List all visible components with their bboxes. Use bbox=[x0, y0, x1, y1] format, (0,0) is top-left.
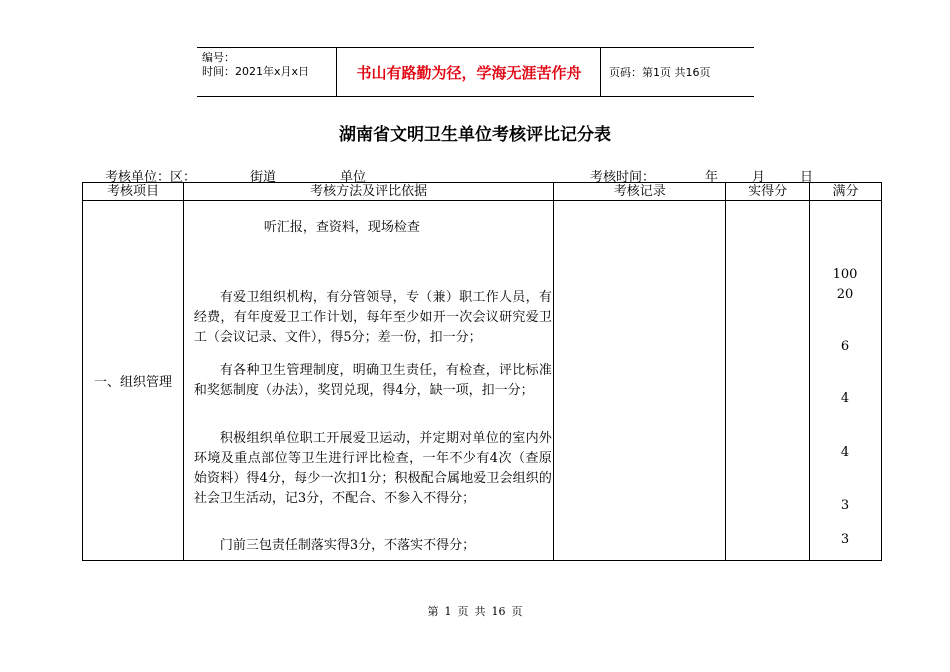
method-item-4: 门前三包责任制落实得3分，不落实不得分； bbox=[219, 538, 476, 553]
method-item-3: 积极组织单位职工开展爱卫运动，并定期对单位的室内外环境及重点部位等卫生进行评比检查，一年不少有4次（查原始资料）得4分，每少一次扣1分；积极配合属地爱卫会组织的社会卫生活动，记3分，不配合、不参入不得分； bbox=[193, 431, 552, 506]
time-label: 时间：2021年x月x日 bbox=[202, 65, 310, 78]
info-month: 月 bbox=[752, 170, 766, 185]
footer-page-number: 1 bbox=[444, 605, 452, 618]
table-header-row bbox=[83, 183, 882, 201]
col-header-full-score: 满分 bbox=[810, 183, 882, 201]
score-item-3b: 3 bbox=[840, 498, 850, 513]
col-header-actual-score: 实得分 bbox=[726, 183, 810, 201]
method-item-2: 有各种卫生管理制度，明确卫生责任，有检查，评比标准和奖惩制度（办法），奖罚兑现，得4分，缺一项，扣一分； bbox=[193, 363, 552, 398]
header-motto: 书山有路勤为径，学海无涯苦作舟 bbox=[338, 48, 601, 96]
score-item-2: 4 bbox=[840, 391, 850, 406]
footer-ye: 页 bbox=[457, 605, 469, 618]
footer-total-pages: 16 bbox=[491, 605, 506, 618]
col-header-project: 考核项目 bbox=[83, 183, 184, 201]
score-table bbox=[82, 182, 882, 561]
page-title: 湖南省文明卫生单位考核评比记分表 bbox=[339, 125, 611, 145]
score-total: 100 bbox=[832, 267, 858, 282]
score-item-3a: 4 bbox=[840, 445, 850, 460]
header-meta bbox=[197, 48, 337, 96]
full-score-cell bbox=[810, 201, 882, 561]
project-cell: 一、组织管理 bbox=[83, 201, 184, 561]
col-header-method: 考核方法及评比依据 bbox=[183, 183, 554, 201]
info-time: 考核时间： bbox=[590, 170, 656, 185]
footer-ye2: 页 bbox=[511, 605, 523, 618]
col-header-record: 考核记录 bbox=[554, 183, 726, 201]
info-unit2: 单位 bbox=[340, 170, 367, 185]
score-item-1: 6 bbox=[840, 339, 850, 354]
actual-score-cell[interactable] bbox=[726, 201, 810, 561]
header-page-label: 页码：第1页 共16页 bbox=[609, 66, 711, 79]
info-street: 街道 bbox=[250, 170, 277, 185]
score-section: 20 bbox=[836, 287, 854, 302]
info-unit: 考核单位：区： bbox=[105, 170, 197, 185]
page-footer bbox=[0, 603, 950, 619]
table-row bbox=[83, 201, 882, 561]
method-cell bbox=[183, 201, 554, 561]
document-header bbox=[197, 47, 754, 97]
method-intro: 听汇报，查资料，现场检查 bbox=[263, 220, 420, 235]
method-item-1: 有爱卫组织机构，有分管领导，专（兼）职工作人员，有经费，有年度爱卫工作计划，每年至少如开一次会议研究爱卫工（会议记录、文件），得5分；差一份，扣一分； bbox=[193, 290, 552, 345]
record-cell[interactable] bbox=[554, 201, 726, 561]
info-year: 年 bbox=[705, 170, 719, 185]
footer-di: 第 bbox=[427, 605, 439, 618]
number-label: 编号： bbox=[202, 51, 235, 64]
footer-gong: 共 bbox=[474, 605, 486, 618]
score-item-4: 3 bbox=[840, 532, 850, 547]
info-day: 日 bbox=[800, 170, 814, 185]
